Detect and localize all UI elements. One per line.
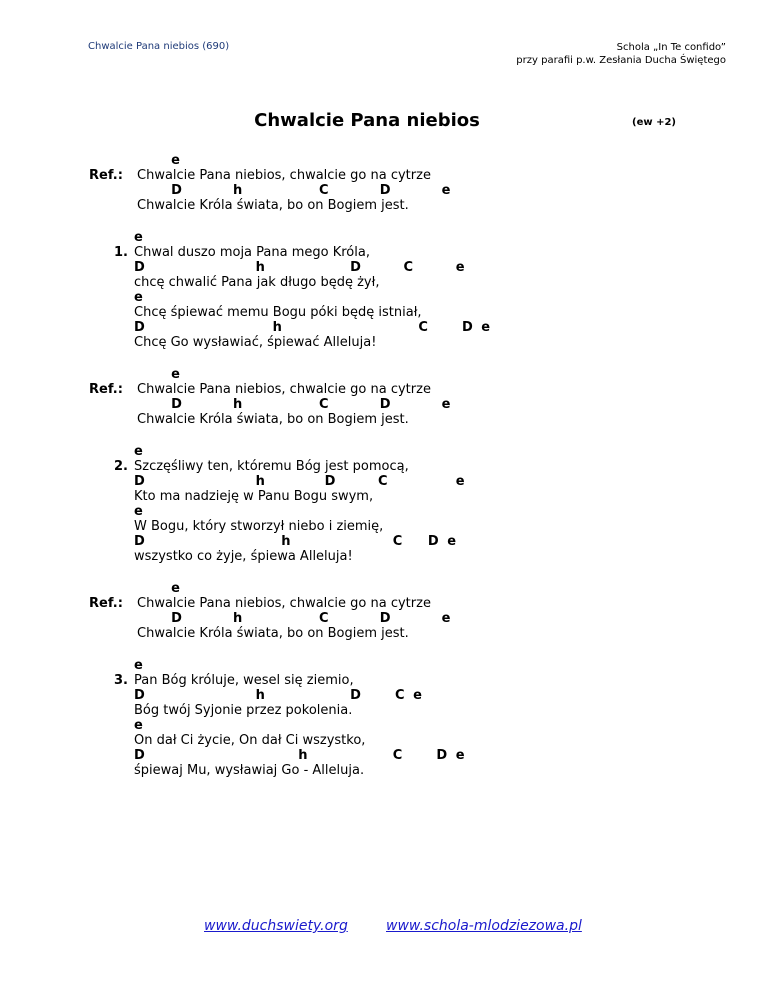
verse-number: 2. [114,459,128,474]
chord-line [0,230,768,245]
lyric-line [0,549,768,564]
lyric-line [0,673,768,688]
refrain-block [0,153,768,213]
song-title: Chwalcie Pana niebios [254,110,480,131]
chord-line [0,260,768,275]
chord-line [0,320,768,335]
chord-text: e [134,230,143,245]
song-body [0,153,768,795]
lyric-line [0,596,768,611]
chord-text: D h D C e [134,260,465,275]
footer-link-duchswiety[interactable]: www.duchswiety.org [204,918,348,934]
lyric-line [0,459,768,474]
lyric-line [0,763,768,778]
lyric-text: Pan Bóg króluje, wesel się ziemio, [134,673,354,688]
lyric-line [0,412,768,427]
running-header-left: Chwalcie Pana niebios (690) [88,41,230,52]
lyric-line [0,275,768,290]
lyric-text: Chwalcie Pana niebios, chwalcie go na cytrze [137,382,431,397]
refrain-label: Ref.: [89,168,123,183]
lyric-line [0,489,768,504]
header-parish-name: przy parafii p.w. Zesłania Ducha Świętego [516,55,726,66]
lyric-line [0,382,768,397]
refrain-block [0,581,768,641]
chord-line [0,688,768,703]
chord-line [0,534,768,549]
lyric-text: śpiewaj Mu, wysławiaj Go - Alleluja. [134,763,365,778]
lyric-line [0,305,768,320]
lyric-line [0,703,768,718]
lyric-text: Chcę Go wysławiać, śpiewać Alleluja! [134,335,377,350]
lyric-line [0,335,768,350]
chord-line [0,290,768,305]
chord-text: D h C D e [134,534,457,549]
chord-line [0,581,768,596]
chord-text: D h C D e [137,183,451,198]
refrain-label: Ref.: [89,382,123,397]
key-note: (ew +2) [632,117,676,128]
lyric-line [0,168,768,183]
chord-line [0,367,768,382]
chord-text: e [137,367,180,382]
verse-number: 1. [114,245,128,260]
lyric-text: Chwalcie Pana niebios, chwalcie go na cytrze [137,596,431,611]
lyric-text: Chcę śpiewać memu Bogu póki będę istniał, [134,305,422,320]
lyric-line [0,626,768,641]
running-header-right [516,41,726,67]
verse-number: 3. [114,673,128,688]
refrain-block [0,367,768,427]
lyric-line [0,519,768,534]
lyric-text: Kto ma nadzieję w Panu Bogu swym, [134,489,374,504]
chord-line [0,718,768,733]
lyric-text: wszystko co żyje, śpiewa Alleluja! [134,549,353,564]
chord-text: e [137,153,180,168]
refrain-label: Ref.: [89,596,123,611]
chord-line [0,748,768,763]
chord-line [0,611,768,626]
lyric-text: Bóg twój Syjonie przez pokolenia. [134,703,353,718]
verse-block [0,444,768,564]
header-schola-name: Schola „In Te confido” [616,42,726,53]
chord-text: D h C D e [137,611,451,626]
chord-text: e [134,504,143,519]
lyric-text: On dał Ci życie, On dał Ci wszystko, [134,733,366,748]
chord-line [0,474,768,489]
chord-text: D h D C e [134,688,422,703]
chord-text: D h C D e [134,320,491,335]
lyric-line [0,198,768,213]
chord-line [0,153,768,168]
chord-line [0,504,768,519]
chord-text: e [134,658,143,673]
lyric-text: Chwalcie Króla świata, bo on Bogiem jest. [137,412,409,427]
verse-block [0,230,768,350]
chord-line [0,397,768,412]
lyric-text: Chwalcie Króla świata, bo on Bogiem jest. [137,198,409,213]
lyric-text: Chwalcie Króla świata, bo on Bogiem jest. [137,626,409,641]
chord-line [0,658,768,673]
chord-line [0,444,768,459]
lyric-text: W Bogu, który stworzył niebo i ziemię, [134,519,384,534]
chord-text: e [134,718,143,733]
lyric-text: Szczęśliwy ten, któremu Bóg jest pomocą, [134,459,409,474]
lyric-text: chcę chwalić Pana jak długo będę żył, [134,275,380,290]
chord-text: D h C D e [134,748,465,763]
footer-link-schola[interactable]: www.schola-mlodziezowa.pl [386,918,582,934]
chord-text: e [137,581,180,596]
chord-text: D h D C e [134,474,465,489]
verse-block [0,658,768,778]
chord-line [0,183,768,198]
lyric-line [0,733,768,748]
chord-text: e [134,444,143,459]
chord-text: D h C D e [137,397,451,412]
lyric-text: Chwalcie Pana niebios, chwalcie go na cytrze [137,168,431,183]
lyric-line [0,245,768,260]
lyric-text: Chwal duszo moja Pana mego Króla, [134,245,370,260]
chord-text: e [134,290,143,305]
